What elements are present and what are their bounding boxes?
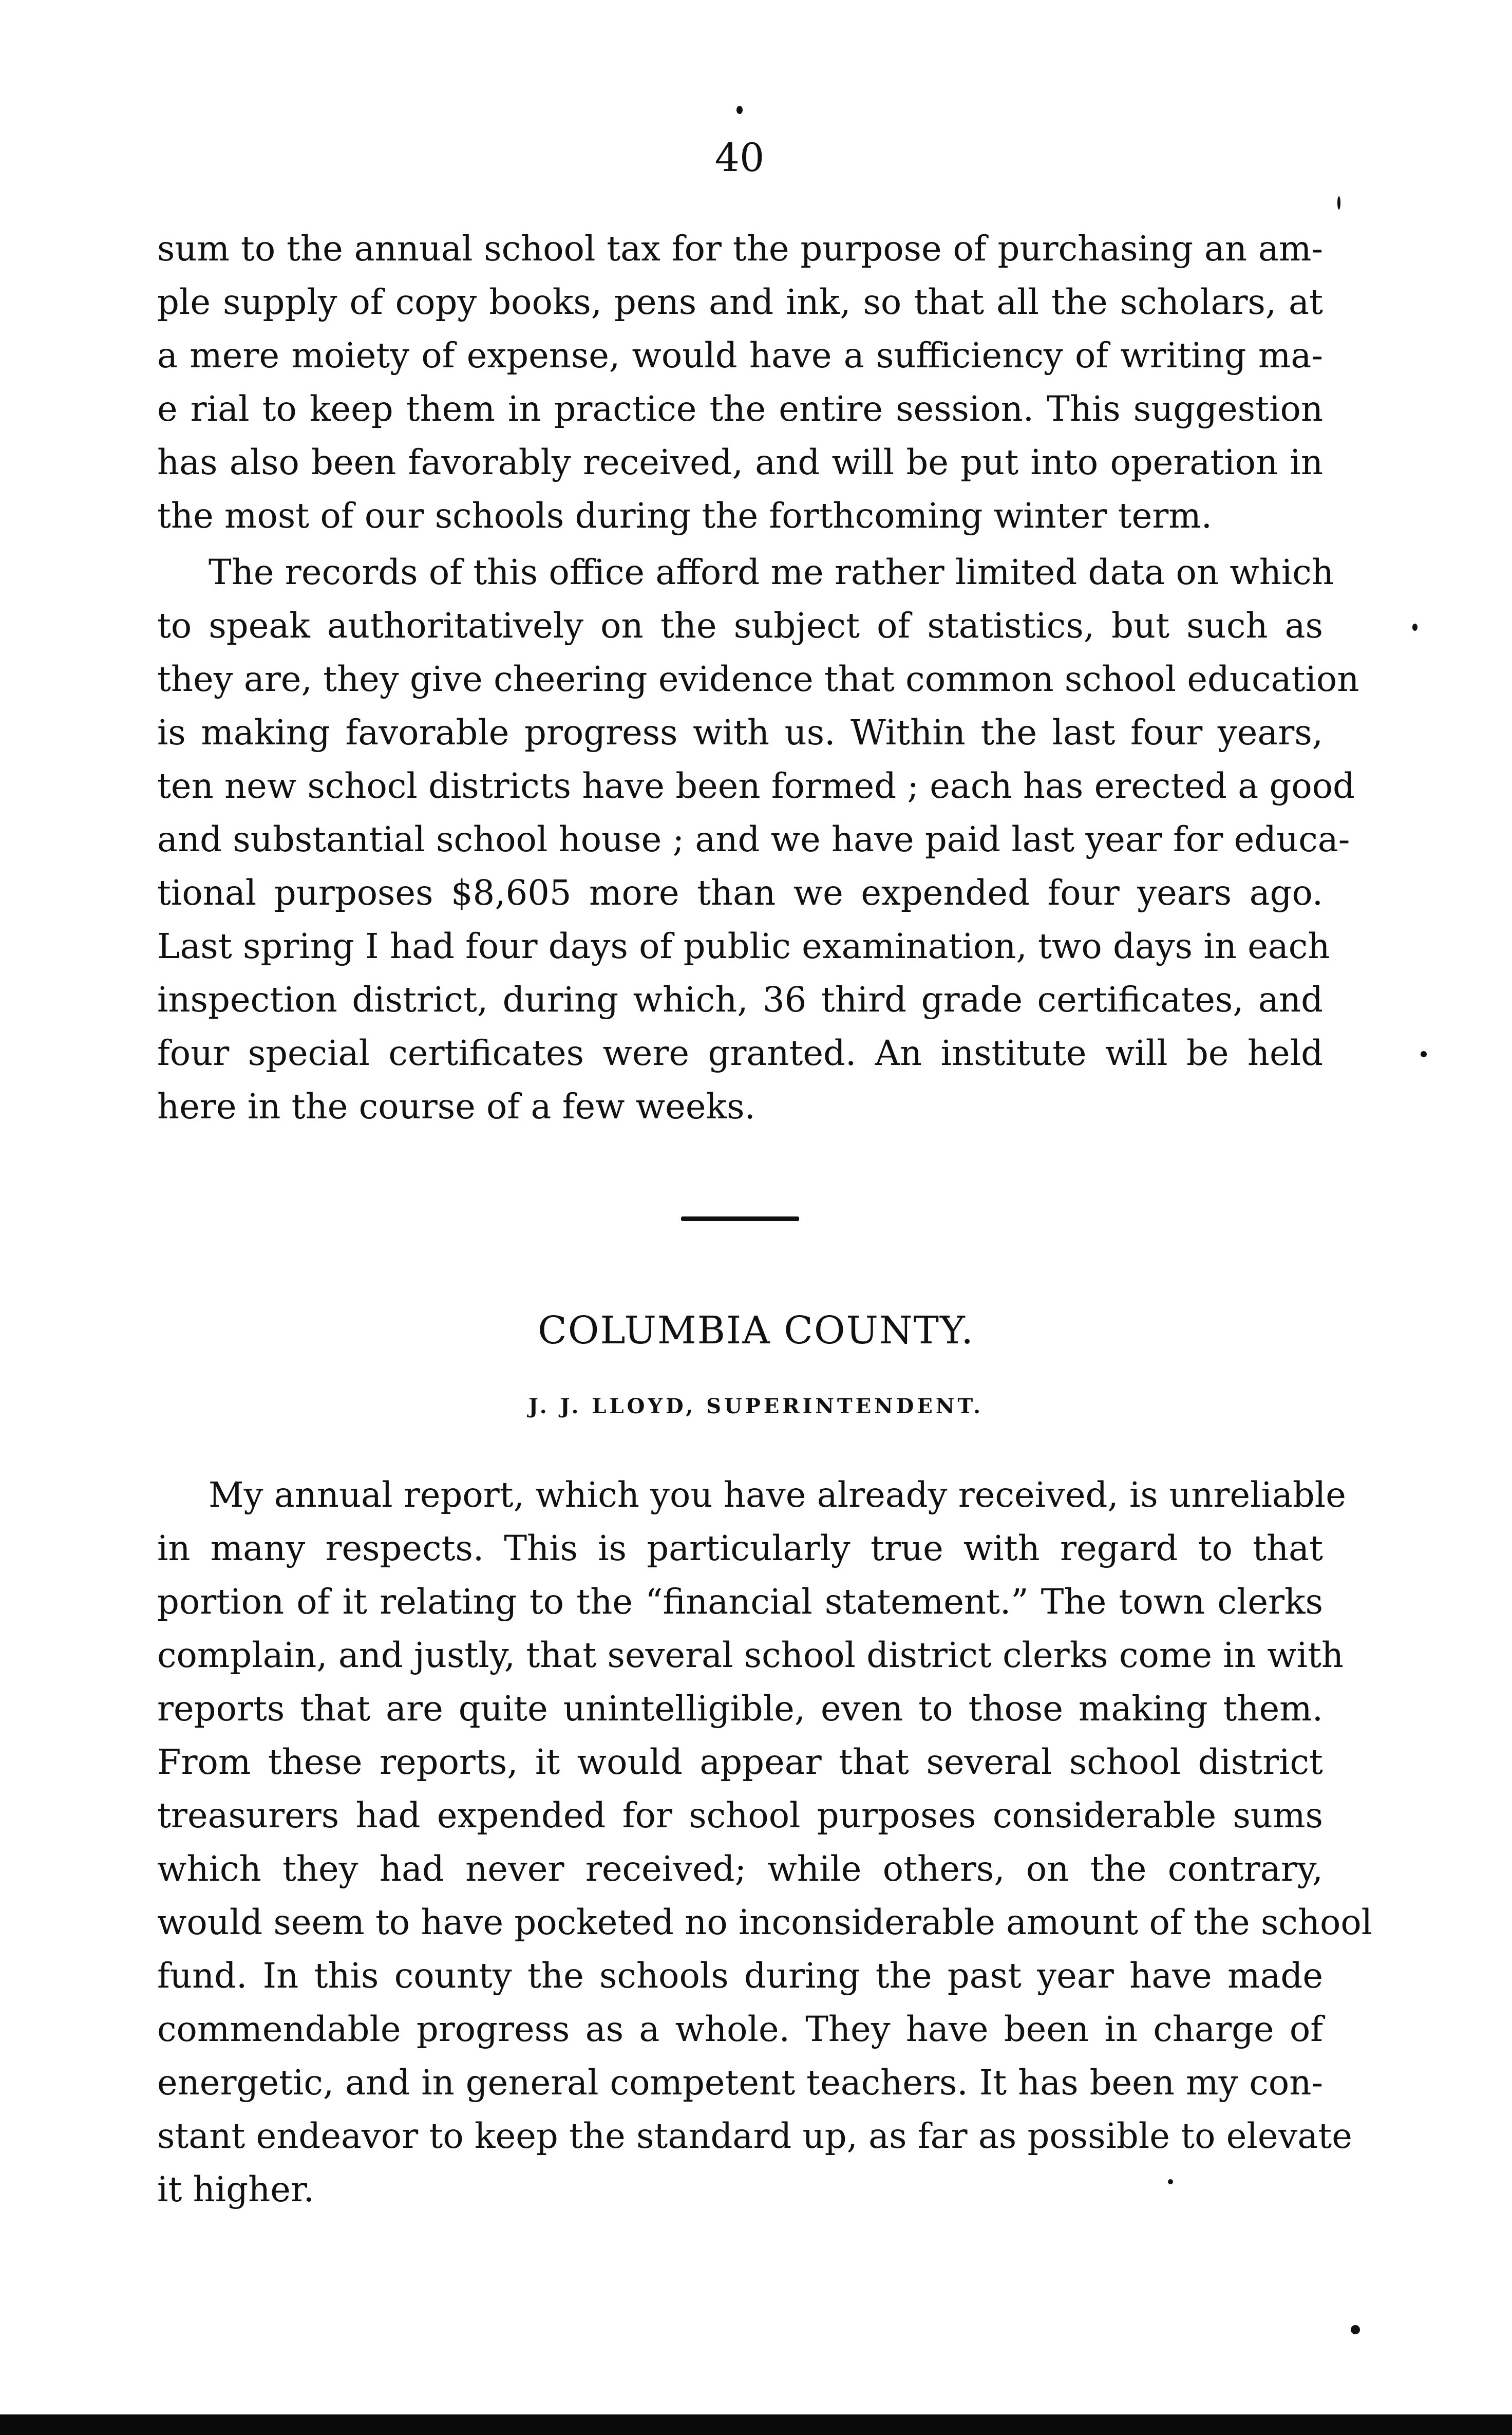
- text-line: the most of our schools during the forthcoming winter term.: [157, 496, 1213, 536]
- text-line: ple supply of copy books, pens and ink, so that all the scholars, at: [157, 282, 1323, 322]
- text-line: sum to the annual school tax for the purpose of purchasing an am-: [157, 229, 1323, 269]
- section-divider: [681, 1216, 799, 1221]
- text-line: which they had never received; while others, on the contrary,: [157, 1849, 1323, 1889]
- text-line: stant endeavor to keep the standard up, as far as possible to elevate: [157, 2116, 1352, 2156]
- text-line: is making favorable progress with us. Within the last four years,: [157, 713, 1323, 753]
- text-line: tional purposes $8,605 more than we expended four years ago.: [157, 873, 1323, 913]
- scan-bottom-edge: [0, 2414, 1512, 2435]
- scan-speck: [1337, 196, 1340, 210]
- text-line: four special certificates were granted. An institute will be held: [157, 1033, 1323, 1073]
- text-line: they are, they give cheering evidence that common school education: [157, 659, 1359, 699]
- text-line: e rial to keep them in practice the entire session. This suggestion: [157, 389, 1323, 429]
- text-line: here in the course of a few weeks.: [157, 1087, 755, 1127]
- text-line: in many respects. This is particularly true with regard to that: [157, 1528, 1323, 1568]
- paragraph-1: [157, 222, 1323, 542]
- text-line: has also been favorably received, and will be put into operation in: [157, 442, 1323, 482]
- text-line: commendable progress as a whole. They have been in charge of: [157, 2009, 1323, 2049]
- text-line: treasurers had expended for school purposes considerable sums: [157, 1795, 1323, 1835]
- section-title: COLUMBIA COUNTY.: [538, 1308, 974, 1353]
- text-line: My annual report, which you have already received, is unreliable: [209, 1475, 1346, 1515]
- text-line: ten new schocl districts have been formed ; each has erected a good: [157, 766, 1355, 806]
- section-subtitle: J. J. LLOYD, SUPERINTENDENT.: [528, 1394, 984, 1418]
- scan-speck: [1421, 1051, 1427, 1057]
- text-line: fund. In this county the schools during the past year have made: [157, 1956, 1323, 1996]
- scan-speck: [736, 106, 743, 114]
- text-line: energetic, and in general competent teachers. It has been my con-: [157, 2063, 1323, 2103]
- text-line: a mere moiety of expense, would have a sufficiency of writing ma-: [157, 335, 1323, 376]
- text-line: would seem to have pocketed no inconsiderable amount of the school: [157, 1902, 1373, 1942]
- page-number: 40: [714, 135, 765, 180]
- text-line: complain, and justly, that several school district clerks come in with: [157, 1635, 1344, 1675]
- paragraph-3: [157, 1468, 1373, 2216]
- scan-speck: [1412, 624, 1418, 631]
- text-line: to speak authoritatively on the subject of statistics, but such as: [157, 606, 1323, 646]
- text-line: reports that are quite unintelligible, even to those making them.: [157, 1689, 1323, 1729]
- text-line: inspection district, during which, 36 third grade certificates, and: [157, 980, 1323, 1020]
- text-line: The records of this office afford me rather limited data on which: [209, 552, 1334, 592]
- text-line: portion of it relating to the “financial statement.” The town clerks: [157, 1582, 1323, 1622]
- text-line: and substantial school house ; and we have paid last year for educa-: [157, 819, 1350, 859]
- text-line: From these reports, it would appear that several school district: [157, 1742, 1323, 1782]
- text-line: Last spring I had four days of public examination, two days in each: [157, 926, 1330, 966]
- scan-speck: [1351, 2325, 1360, 2334]
- text-line: it higher.: [157, 2169, 314, 2209]
- paragraph-2: [157, 546, 1359, 1133]
